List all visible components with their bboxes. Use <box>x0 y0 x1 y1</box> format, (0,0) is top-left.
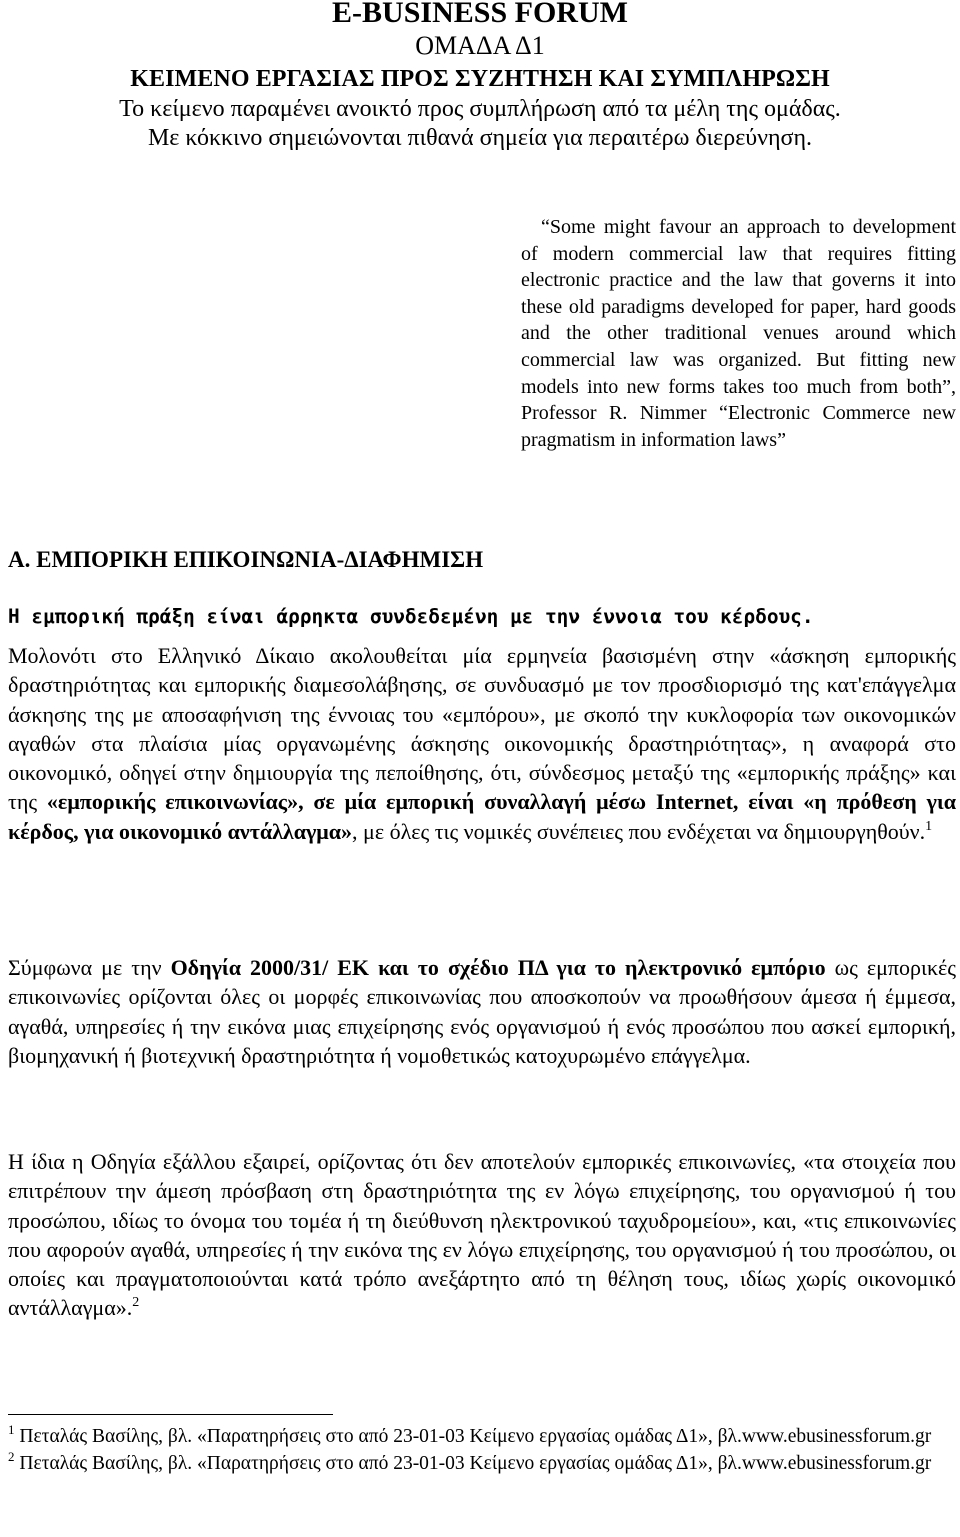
footnotes <box>8 1424 956 1477</box>
footnote-1 <box>8 1424 956 1451</box>
footnote-2-text: Πεταλάς Βασίλης, βλ. «Παρατηρήσεις στο από 23-01-03 Κείμενο εργασίας ομάδας Δ1», βλ.www.ebusinessforum.gr <box>14 1452 932 1474</box>
paragraph-1-tail: , με όλες τις νομικές συνέπειες που ενδέχεται να δημιουργηθούν. <box>352 818 926 844</box>
footnote-ref-1[interactable]: 1 <box>925 818 933 834</box>
footnote-1-number: 1 <box>8 1422 15 1437</box>
footnote-divider <box>8 1414 333 1415</box>
footnote-2 <box>8 1448 956 1478</box>
header-note-1: Το κείμενο παραμένει ανοικτό προς συμπλήρωση από τα μέλη της ομάδας. <box>119 96 841 122</box>
document-heading: ΚΕΙΜΕΝΟ ΕΡΓΑΣΙΑΣ ΠΡΟΣ ΣΥΖΗΤΗΣΗ ΚΑΙ ΣΥΜΠΛΗΡΩΣΗ <box>130 66 830 92</box>
paragraph-1-bold: «εμπορικής επικοινωνίας», σε μία εμπορική συναλλαγή μέσω Internet, είναι «η πρόθεση για κέρδος, για οικονομικό αντάλλαγμα» <box>8 789 957 844</box>
section-heading: Α. ΕΜΠΟΡΙΚΗ ΕΠΙΚΟΙΝΩΝΙΑ-ΔΙΑΦΗΜΙΣΗ <box>8 547 484 572</box>
header-note-2: Με κόκκινο σημειώνονται πιθανά σημεία για περαιτέρω διερεύνηση. <box>147 125 813 151</box>
epigraph-quote: “Some might favour an approach to development of modern commercial law that requires fitting electronic practice and the law that governs it into these old paradigms developed for paper, hard goods and the other traditional venues around which commercial law was organized. But fitting new models into new forms takes too much from both”, Professor R. Nimmer “Electronic Commerce new pragmatism in information laws” <box>521 216 956 451</box>
paragraph-2-tail: ως εμπορικές επικοινωνίες ορίζονται όλες οι μορφές επικοινωνίας που αποσκοπούν να προωθήσουν άμεσα ή έμμεσα, αγαθά, υπηρεσίες ή την εικόνα μιας επιχείρησης ενός οργανισμού ή ενός προσώπου που ασκεί εμπορική, βιομηχανική ή βιοτεχνική δραστηριότητα ή νομοθετικώς κατοχυρωμένο επάγγελμα. <box>8 955 956 1068</box>
footnote-ref-2[interactable]: 2 <box>132 1295 140 1311</box>
paragraph-1 <box>8 641 956 846</box>
document-header <box>0 0 960 152</box>
forum-title: E-BUSINESS FORUM <box>332 0 628 29</box>
paragraph-1-text: Μολονότι στο Ελληνικό Δίκαιο ακολουθείται μία ερμηνεία βασισμένη στην «άσκηση εμπορικής δραστηριότητας και εμπορικής διαμεσολάβησης, σε συνδυασμό με τον προσδιορισμό της κατ'επάγγελμα άσκησης της με αποσαφήνιση της έννοιας του «εμπόρου», με σκοπό την κυκλοφορία των οικονομικών αγαθών στα πλαίσια μίας οργανωμένης άσκησης οικονομικής δραστηριότητας», η αναφορά στο οικονομικό, οδηγεί στην δημιουργία της πεποίθησης, ότι, σύνδεσμος μεταξύ της «εμπορικής πράξης» και της <box>8 643 956 815</box>
section-lead-sentence: Η εμπορική πράξη είναι άρρηκτα συνδεδεμένη με την έννοια του κέρδους. <box>8 605 814 628</box>
paragraph-2-bold: Οδηγία 2000/31/ ΕΚ και το σχέδιο ΠΔ για το ηλεκτρονικό εμπόριο <box>170 955 826 980</box>
group-label: ΟΜΑΔΑ Δ1 <box>415 31 545 60</box>
paragraph-2-lead: Σύμφωνα με την <box>8 955 171 980</box>
footnote-2-number: 2 <box>8 1448 15 1464</box>
footnote-1-text: Πεταλάς Βασίλης, βλ. «Παρατηρήσεις στο από 23-01-03 Κείμενο εργασίας ομάδας Δ1», βλ.www.ebusinessforum.gr <box>14 1426 932 1447</box>
paragraph-3-text: Η ίδια η Οδηγία εξάλλου εξαιρεί, ορίζοντας ότι δεν αποτελούν εμπορικές επικοινωνίες, «τα στοιχεία που επιτρέπουν την άμεση πρόσβαση στη δραστηριότητα της εν λόγω επιχείρησης, του οργανισμού ή του προσώπου, ιδίως το όνομα του τομέα ή τη διεύθυνση ηλεκτρονικού ταχυδρομείου», και, «τις επικοινωνίες που αφορούν αγαθά, υπηρεσίες ή την εικόνα της εν λόγω επιχείρησης, του οργανισμού ή του προσώπου, οι οποίες και πραγματοποιούνται κατά τρόπο ανεξάρτητο από τη θέληση τους, ιδίως χωρίς οικονομικό αντάλλαγμα». <box>8 1149 956 1321</box>
paragraph-2 <box>8 953 956 1070</box>
paragraph-3 <box>8 1147 956 1323</box>
